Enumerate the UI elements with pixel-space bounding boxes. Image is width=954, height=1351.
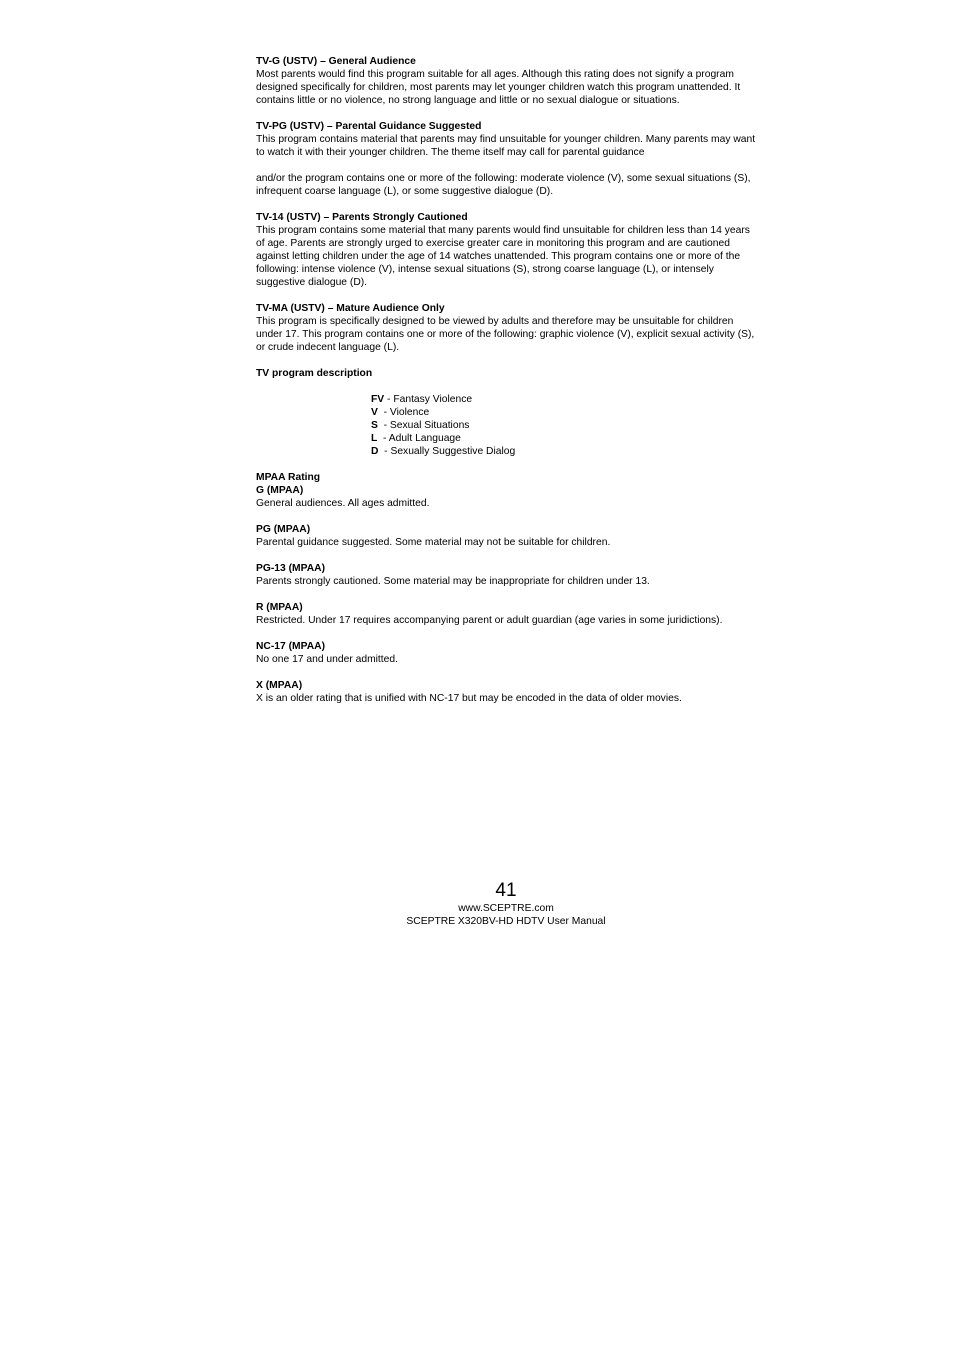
rating-heading: PG (MPAA) — [256, 524, 311, 535]
code-label: D — [371, 446, 379, 457]
code-row — [371, 406, 756, 419]
rating-heading: TV-G (USTV) – General Audience — [256, 56, 416, 67]
rating-pg-13 — [256, 562, 756, 588]
rating-heading: NC-17 (MPAA) — [256, 641, 326, 652]
code-label: FV — [371, 394, 385, 405]
code-label: L — [371, 433, 378, 444]
rating-tv-g — [256, 55, 756, 107]
paragraph-gap — [256, 159, 756, 172]
rating-heading: TV-PG (USTV) – Parental Guidance Suggested — [256, 121, 482, 132]
tv-program-description — [256, 367, 756, 458]
rating-heading: TV-14 (USTV) – Parents Strongly Cautioned — [256, 212, 468, 223]
description-code-list — [371, 393, 756, 458]
code-label: S — [371, 420, 378, 431]
page-content — [256, 55, 756, 718]
mpaa-heading: MPAA Rating — [256, 472, 321, 483]
rating-description: Parents strongly cautioned. Some material may be inappropriate for children under 13. — [256, 576, 650, 587]
rating-g — [256, 484, 756, 510]
rating-description: Most parents would find this program suitable for all ages. Although this rating does not signify a program designed specifically for children, most parents may let younger children watch this program unattended. It contains little or no violence, no strong language and little or no sexual dialogue or situations. — [256, 69, 741, 106]
rating-description: This program contains some material that many parents would find unsuitable for children less than 14 years of age. Parents are strongly urged to exercise greater care in monitoring this program and are cautioned against letting children under the age of 14 watches unattended. This program contains one or more of the following: intense violence (V), intense sexual situations (S), strong coarse language (L), or intensely suggestive dialogue (D). — [256, 225, 750, 288]
code-label: V — [371, 407, 378, 418]
rating-heading: TV-MA (USTV) – Mature Audience Only — [256, 303, 445, 314]
rating-pg — [256, 523, 756, 549]
code-meaning: - Sexual Situations — [377, 420, 470, 431]
rating-description: No one 17 and under admitted. — [256, 654, 398, 665]
footer-manual-title: SCEPTRE X320BV-HD HDTV User Manual — [406, 916, 606, 927]
rating-heading: PG-13 (MPAA) — [256, 563, 326, 574]
mpaa-ratings — [256, 471, 756, 705]
rating-description-continued: and/or the program contains one or more of the following: moderate violence (V), some sexual situations (S), infrequent coarse language (L), or some suggestive dialogue (D). — [256, 173, 751, 197]
rating-heading: R (MPAA) — [256, 602, 303, 613]
code-meaning: - Sexually Suggestive Dialog — [378, 446, 516, 457]
code-meaning: - Adult Language — [377, 433, 461, 444]
code-row — [371, 393, 756, 406]
code-row — [371, 432, 756, 445]
rating-description: X is an older rating that is unified with NC-17 but may be encoded in the data of older movies. — [256, 693, 682, 704]
rating-nc-17 — [256, 640, 756, 666]
rating-x — [256, 679, 756, 705]
rating-tv-14 — [256, 211, 756, 289]
rating-description: This program contains material that parents may find unsuitable for younger children. Many parents may want to watch it with their younger children. The theme itself may call for parental guidance — [256, 134, 756, 158]
rating-r — [256, 601, 756, 627]
rating-description: This program is specifically designed to be viewed by adults and therefore may be unsuitable for children under 17. This program contains one or more of the following: graphic violence (V), explicit sexual activity (S), or crude indecent language (L). — [256, 316, 755, 353]
page-footer — [256, 880, 756, 928]
rating-description: General audiences. All ages admitted. — [256, 498, 430, 509]
code-meaning: - Fantasy Violence — [384, 394, 473, 405]
rating-tv-pg — [256, 120, 756, 198]
code-row — [371, 445, 756, 458]
rating-description: Restricted. Under 17 requires accompanying parent or adult guardian (age varies in some juridictions). — [256, 615, 723, 626]
code-meaning: - Violence — [377, 407, 430, 418]
code-row — [371, 419, 756, 432]
footer-website: www.SCEPTRE.com — [458, 903, 554, 914]
rating-tv-ma — [256, 302, 756, 354]
rating-heading: X (MPAA) — [256, 680, 303, 691]
rating-heading: G (MPAA) — [256, 485, 304, 496]
description-heading: TV program description — [256, 368, 373, 379]
rating-description: Parental guidance suggested. Some material may not be suitable for children. — [256, 537, 611, 548]
page-number: 41 — [495, 880, 517, 901]
